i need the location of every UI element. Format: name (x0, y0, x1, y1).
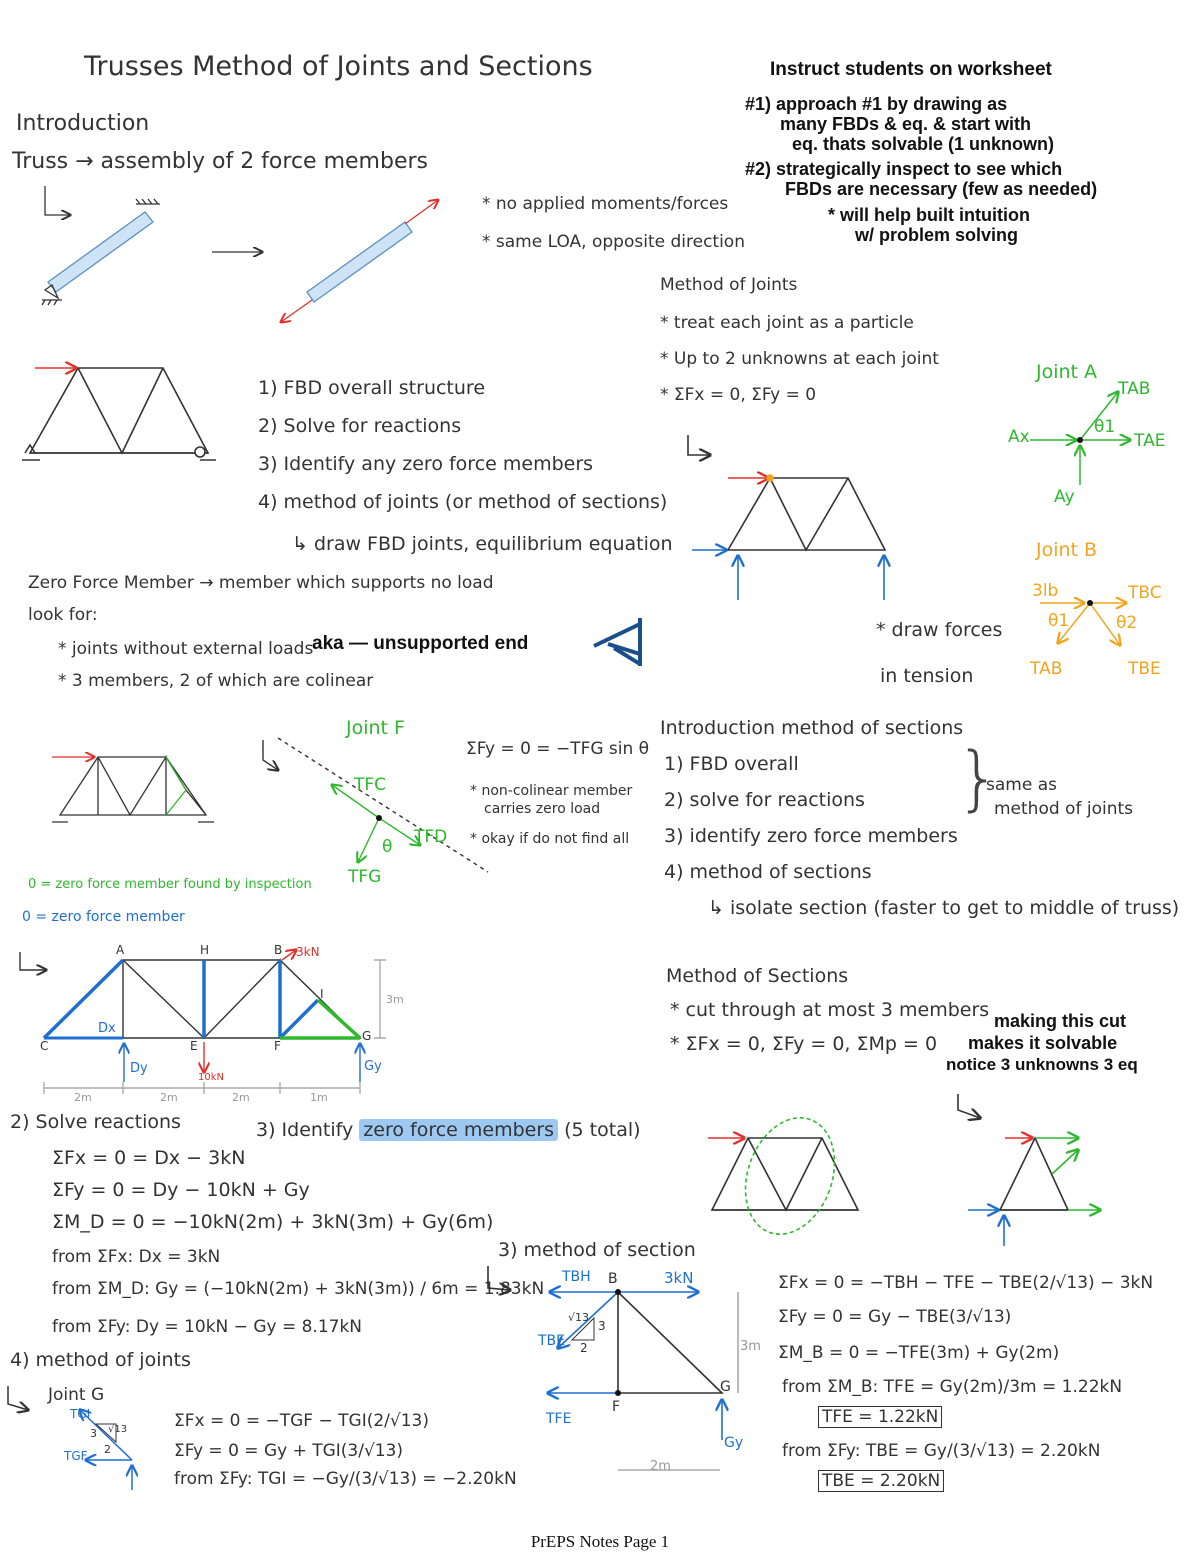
section-truss-diagram (708, 1105, 858, 1246)
label: 2 (104, 1443, 111, 1456)
section-result-box: TBE = 2.20kN (818, 1470, 944, 1492)
label: B (274, 943, 283, 957)
unsupported-end-icon (594, 618, 640, 666)
solve-eq: from ΣFy: Dy = 10kN − Gy = 8.17kN (52, 1317, 363, 1337)
solve-eq: ΣFx = 0 = Dx − 3kN (52, 1147, 246, 1169)
label: θ1 (1094, 417, 1116, 437)
instruct-line: * will help built intuition (828, 205, 1030, 225)
method-joints-heading: 4) method of joints (10, 1349, 191, 1371)
truss-abcde-diagram (22, 368, 216, 460)
sections-item: 4) method of sections (664, 861, 872, 883)
label: 3 (90, 1427, 97, 1440)
label: TAB (1030, 659, 1063, 679)
method-sections-line: * ΣFx = 0, ΣFy = 0, ΣMp = 0 (670, 1033, 938, 1055)
instruct-line: FBDs are necessary (few as needed) (785, 179, 1098, 199)
step-item: ↳ draw FBD joints, equilibrium equation (292, 533, 673, 555)
dim: 2m (74, 1091, 92, 1104)
label: TFG (348, 867, 382, 887)
label: Dy (130, 1061, 148, 1076)
joints-line: * treat each joint as a particle (660, 313, 914, 333)
instruct-line: many FBDs & eq. & start with (780, 114, 1032, 134)
label: 3 (598, 1319, 606, 1333)
truss-definition: Truss → assembly of 2 force members (12, 149, 428, 174)
joint-g-eq: ΣFx = 0 = −TGF − TGI(2/√13) (174, 1411, 429, 1431)
label: TGF (64, 1449, 88, 1463)
identify-tail: (5 total) (564, 1119, 641, 1141)
label: TBE (1128, 659, 1161, 679)
label: √13 (568, 1311, 590, 1324)
section-eq: ΣFy = 0 = Gy − TBE(3/√13) (778, 1307, 1012, 1327)
instruct-line: eq. thats solvable (1 unknown) (792, 134, 1055, 154)
joint-g-eq: ΣFy = 0 = Gy + TGI(3/√13) (174, 1441, 404, 1461)
label: θ (382, 837, 393, 857)
method-section-heading: 3) method of section (498, 1239, 696, 1261)
joints-heading: Method of Joints (660, 275, 798, 295)
dim: 1m (310, 1091, 328, 1104)
label: θ1 (1048, 611, 1070, 631)
label: 2 (580, 1341, 588, 1355)
label: TGI (70, 1407, 91, 1421)
dim: 2m (232, 1091, 250, 1104)
label: G (362, 1029, 372, 1043)
label: I (320, 987, 324, 1001)
label: 10kN (198, 1072, 224, 1083)
same-as: method of joints (994, 799, 1133, 819)
joint-f-note: * okay if do not find all (470, 831, 630, 847)
section-eq: from ΣFy: TBE = Gy/(3/√13) = 2.20kN (782, 1441, 1101, 1461)
label: C (40, 1039, 49, 1053)
joint-f-note: carries zero load (484, 801, 601, 817)
unsupported-end-label: aka — unsupported end (312, 633, 529, 654)
label: 3kN (664, 1269, 694, 1287)
joint-g-eq: from ΣFy: TGI = −Gy/(3/√13) = −2.20kN (174, 1469, 517, 1489)
instruct-line: w/ problem solving (855, 225, 1019, 245)
section-eq: from ΣM_B: TFE = Gy(2m)/3m = 1.22kN (782, 1377, 1123, 1397)
truss-joints-diagram (688, 435, 885, 600)
label: TAE (1134, 431, 1166, 451)
joint-g-title: Joint G (48, 1385, 105, 1405)
sections-heading: Introduction method of sections (660, 717, 964, 739)
cut-note: makes it solvable (968, 1033, 1118, 1053)
legend-zero: 0 = zero force member (22, 909, 185, 925)
joint-f-fbd (263, 738, 488, 872)
two-force-member-diagram (42, 186, 438, 322)
step-item: 3) Identify any zero force members (258, 453, 594, 475)
label: F (274, 1039, 281, 1053)
label: θ2 (1116, 613, 1138, 633)
label: TBH (562, 1269, 591, 1285)
sections-item: 2) solve for reactions (664, 789, 865, 811)
label: TBC (1128, 583, 1162, 603)
intro-note: * same LOA, opposite direction (482, 232, 745, 252)
solve-eq: from ΣM_D: Gy = (−10kN(2m) + 3kN(3m)) / 6m = 1.83kN (52, 1279, 545, 1299)
instruct-heading: Instruct students on worksheet (770, 59, 1052, 80)
draw-note: in tension (880, 665, 974, 687)
identify-highlight: zero force members (359, 1119, 558, 1141)
look-for: look for: (28, 605, 98, 625)
joint-a-fbd (1030, 392, 1130, 485)
label: 3kN (296, 945, 320, 959)
label: Ay (1054, 487, 1075, 507)
step-item: 4) method of joints (or method of sections) (258, 491, 668, 513)
step-item: 2) Solve for reactions (258, 415, 462, 437)
zero-force-heading: Zero Force Member → member which supports no load (28, 573, 494, 593)
zero-force-item: * 3 members, 2 of which are colinear (58, 671, 374, 691)
label: 3m (740, 1339, 761, 1354)
draw-note: * draw forces (876, 619, 1003, 641)
cut-note: making this cut (994, 1011, 1127, 1031)
intro-note: * no applied moments/forces (482, 194, 729, 214)
section-cut-fbd (958, 1094, 1100, 1246)
joint-a-title: Joint A (1036, 361, 1098, 383)
label: G (720, 1379, 731, 1395)
intro-heading: Introduction (16, 111, 150, 136)
label: TAB (1118, 379, 1151, 399)
brace: } (956, 737, 1001, 819)
label: Ax (1008, 427, 1030, 447)
instruct-line: #2) strategically inspect to see which (745, 159, 1063, 179)
label: Gy (364, 1059, 382, 1074)
label: F (612, 1399, 621, 1415)
sections-item: 3) identify zero force members (664, 825, 958, 847)
label: B (608, 1271, 618, 1287)
label: TFE (546, 1411, 572, 1427)
identify-text: 3) Identify (256, 1119, 354, 1141)
sections-item: 1) FBD overall (664, 753, 799, 775)
label: Dx (98, 1021, 116, 1036)
label: 2m (650, 1459, 671, 1474)
method-sections-line: * cut through at most 3 members (670, 999, 990, 1021)
label: TFD (414, 827, 448, 847)
method-sections-heading: Method of Sections (666, 965, 849, 987)
label: TBE (538, 1333, 566, 1349)
joint-f-title: Joint F (346, 717, 405, 739)
step-item: 1) FBD overall structure (258, 377, 486, 399)
joint-f-note: * non-colinear member (470, 783, 633, 799)
identify-label (256, 1120, 641, 1141)
section-eq: ΣFx = 0 = −TBH − TFE − TBE(2/√13) − 3kN (778, 1273, 1154, 1293)
solve-eq: ΣM_D = 0 = −10kN(2m) + 3kN(3m) + Gy(6m) (52, 1211, 494, 1233)
legend-inspection: 0 = zero force member found by inspection (28, 877, 312, 892)
instruct-line: #1) approach #1 by drawing as (745, 94, 1008, 114)
joints-line: * ΣFx = 0, ΣFy = 0 (660, 385, 817, 405)
joints-line: * Up to 2 unknowns at each joint (660, 349, 939, 369)
section-eq: ΣM_B = 0 = −TFE(3m) + Gy(2m) (778, 1343, 1060, 1363)
joint-f-eq: ΣFy = 0 = −TFG sin θ (466, 739, 650, 759)
solve-heading: 2) Solve reactions (10, 1111, 181, 1133)
label: Gy (724, 1435, 744, 1451)
joint-b-title: Joint B (1036, 539, 1098, 561)
page-title: Trusses Method of Joints and Sections (84, 51, 593, 82)
same-as: same as (986, 775, 1057, 795)
label: 3m (386, 993, 404, 1006)
label: E (190, 1039, 198, 1053)
sections-item: ↳ isolate section (faster to get to middle of truss) (708, 897, 1180, 919)
dim: 2m (160, 1091, 178, 1104)
truss-zero-force-diagram (52, 757, 214, 822)
cut-note: notice 3 unknowns 3 eq (946, 1055, 1138, 1074)
label: √13 (108, 1424, 128, 1435)
label: H (200, 943, 210, 957)
label: A (116, 943, 125, 957)
label: 3lb (1032, 581, 1059, 601)
zero-force-item: * joints without external loads (58, 639, 314, 659)
label: TFC (354, 775, 387, 795)
solve-eq: from ΣFx: Dx = 3kN (52, 1247, 221, 1267)
solve-eq: ΣFy = 0 = Dy − 10kN + Gy (52, 1179, 310, 1201)
page-footer: PrEPS Notes Page 1 (530, 1532, 670, 1551)
section-result-box: TFE = 1.22kN (818, 1406, 942, 1428)
